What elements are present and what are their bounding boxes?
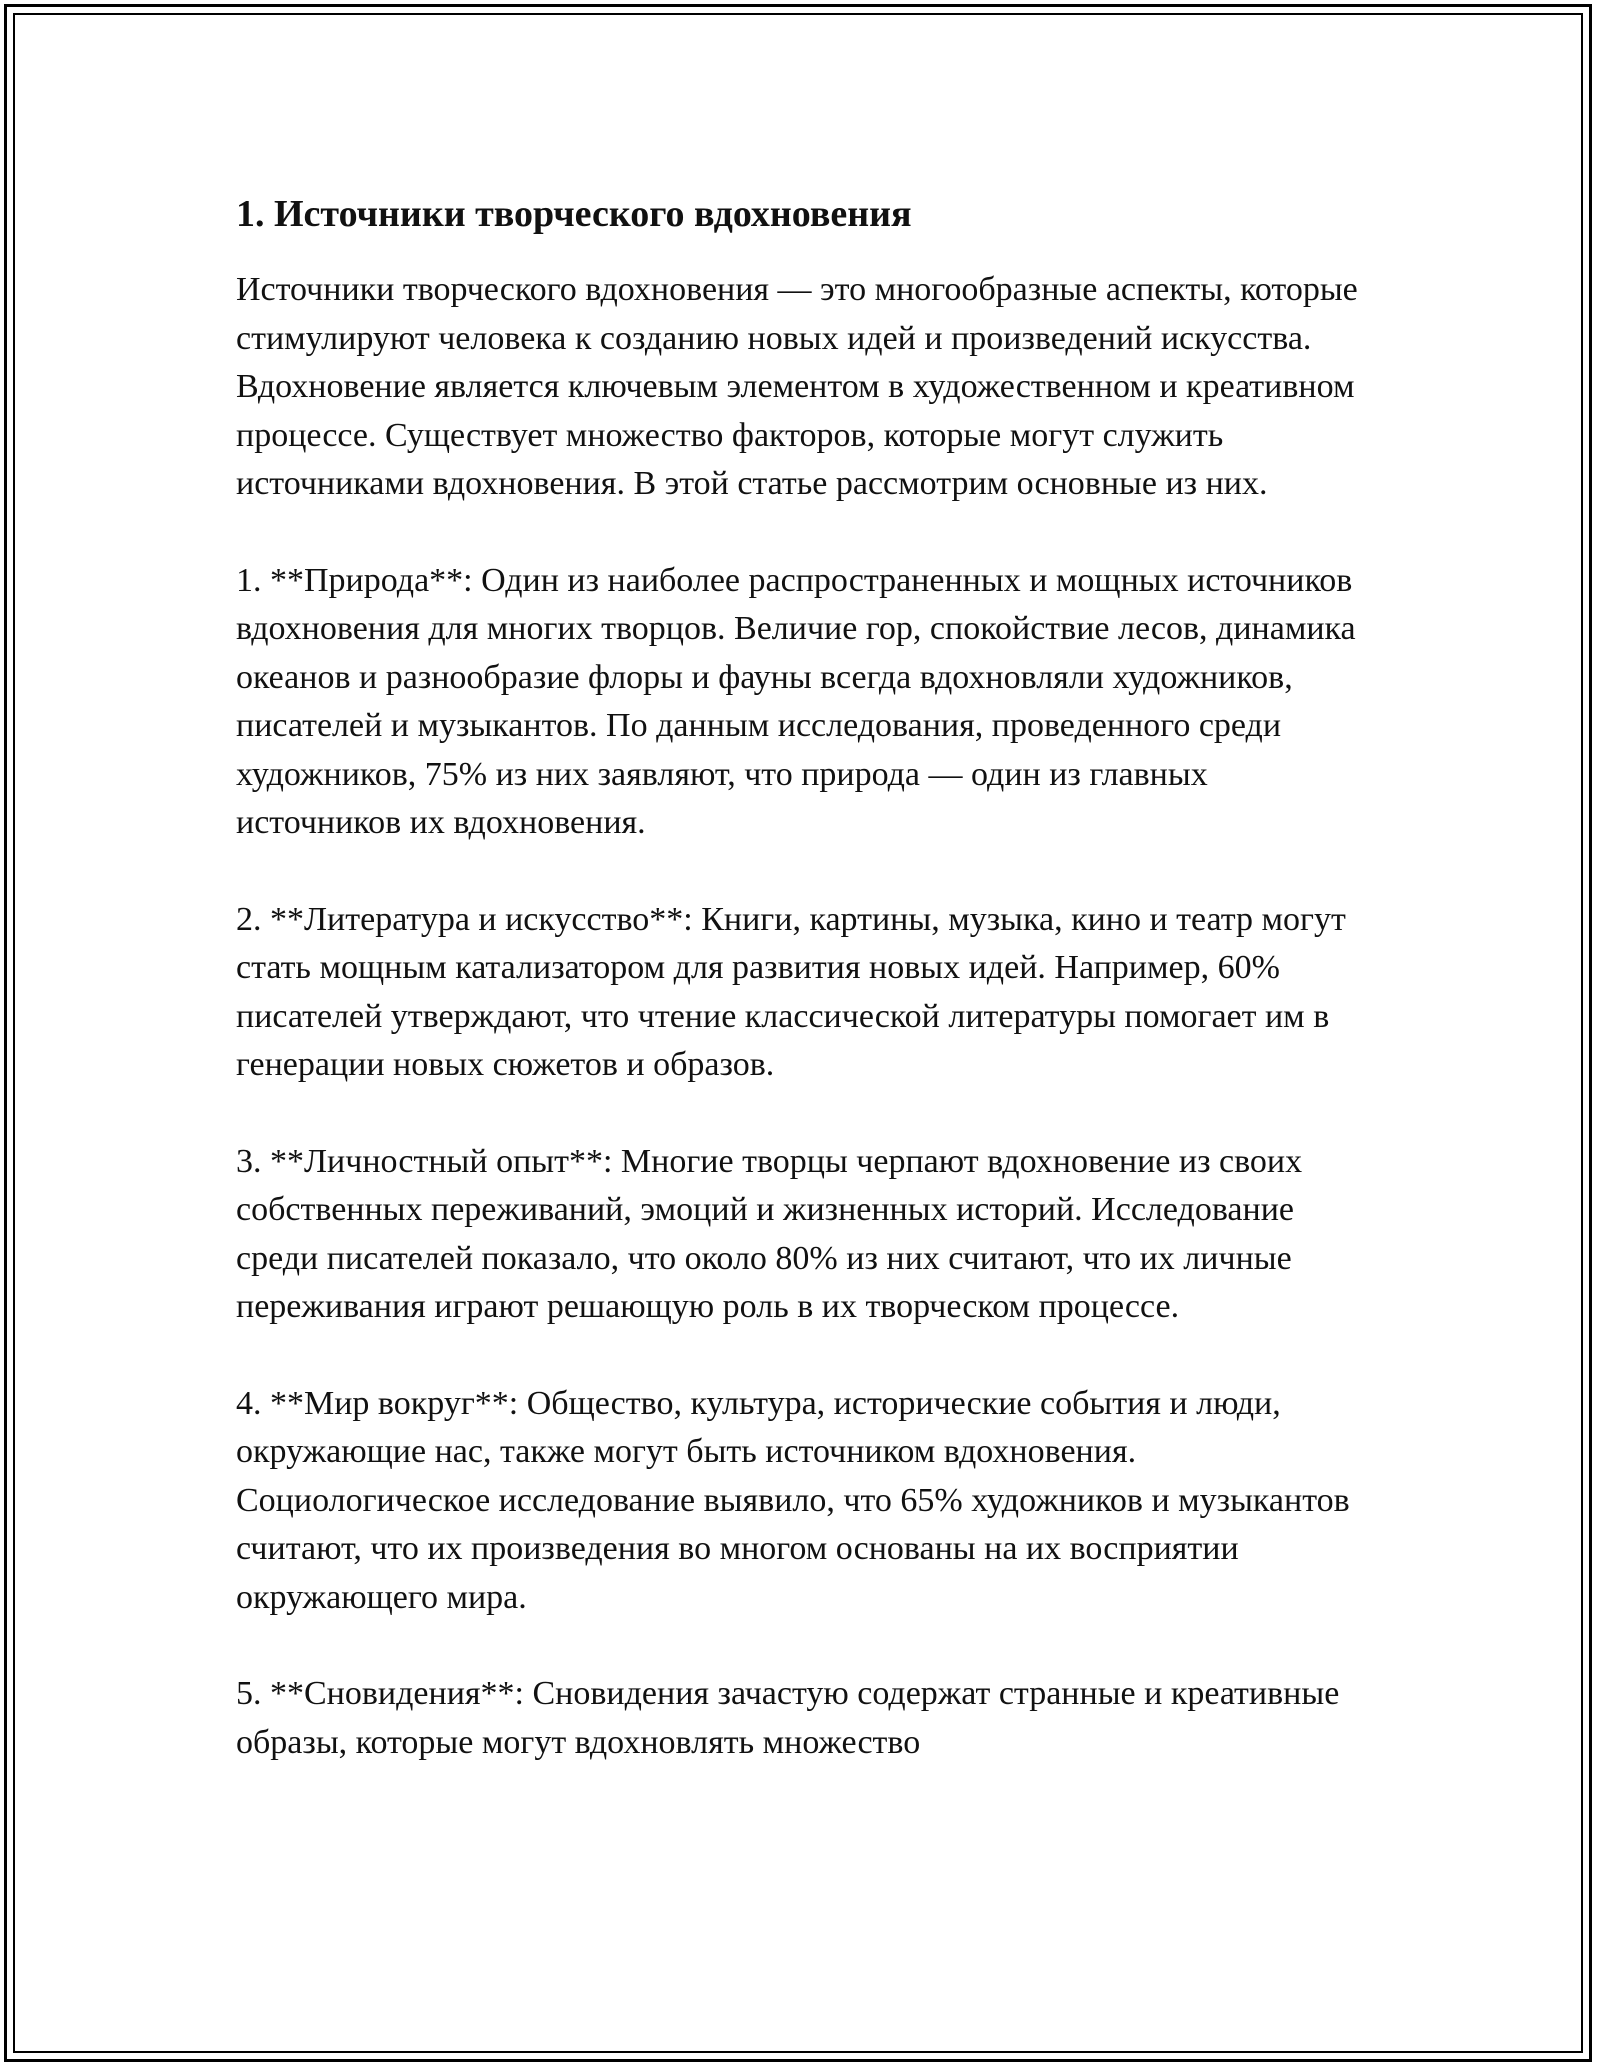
paragraph-intro: Источники творческого вдохновения — это многообразные аспекты, которые стимулируют человека к созданию новых идей и произведений искусства. Вдохновение является ключевым элементом в художественном и креативном процессе. Существует множество факторов, которые могут служить источниками вдохновения. В этой статье рассмотрим основные из них. xyxy=(236,271,1358,502)
paragraph-personal-experience: 3. **Личностный опыт**: Многие творцы черпают вдохновение из своих собственных переживаний, эмоций и жизненных историй. Исследование среди писателей показало, что около 80% из них считают, что их личные переживания играют решающую роль в их творческом процессе. xyxy=(236,1142,1303,1325)
document-page xyxy=(236,186,1376,1815)
paragraph-nature: 1. **Природа**: Один из наиболее распространенных и мощных источников вдохновения для многих творцов. Величие гор, спокойствие лесов, динамика океанов и разнообразие флоры и фауны всегда вдохновляли художников, писателей и музыкантов. По данным исследования, проведенного среди художников, 75% из них заявляют, что природа — один из главных источников их вдохновения. xyxy=(236,561,1356,841)
paragraph-world-around: 4. **Мир вокруг**: Общество, культура, исторические события и люди, окружающие нас, также могут быть источником вдохновения. Социологическое исследование выявило, что 65% художников и музыкантов считают, что их произведения во многом основаны на их восприятии окружающего мира. xyxy=(236,1384,1350,1616)
paragraph-dreams: 5. **Сновидения**: Сновидения зачастую содержат странные и креативные образы, которые могут вдохновлять множество xyxy=(236,1675,1340,1761)
paragraph-literature-art: 2. **Литература и искусство**: Книги, картины, музыка, кино и театр могут стать мощным катализатором для развития новых идей. Например, 60% писателей утверждают, что чтение классической литературы помогает им в генерации новых сюжетов и образов. xyxy=(236,900,1346,1083)
document-title: 1. Источники творческого вдохновения xyxy=(236,193,912,235)
